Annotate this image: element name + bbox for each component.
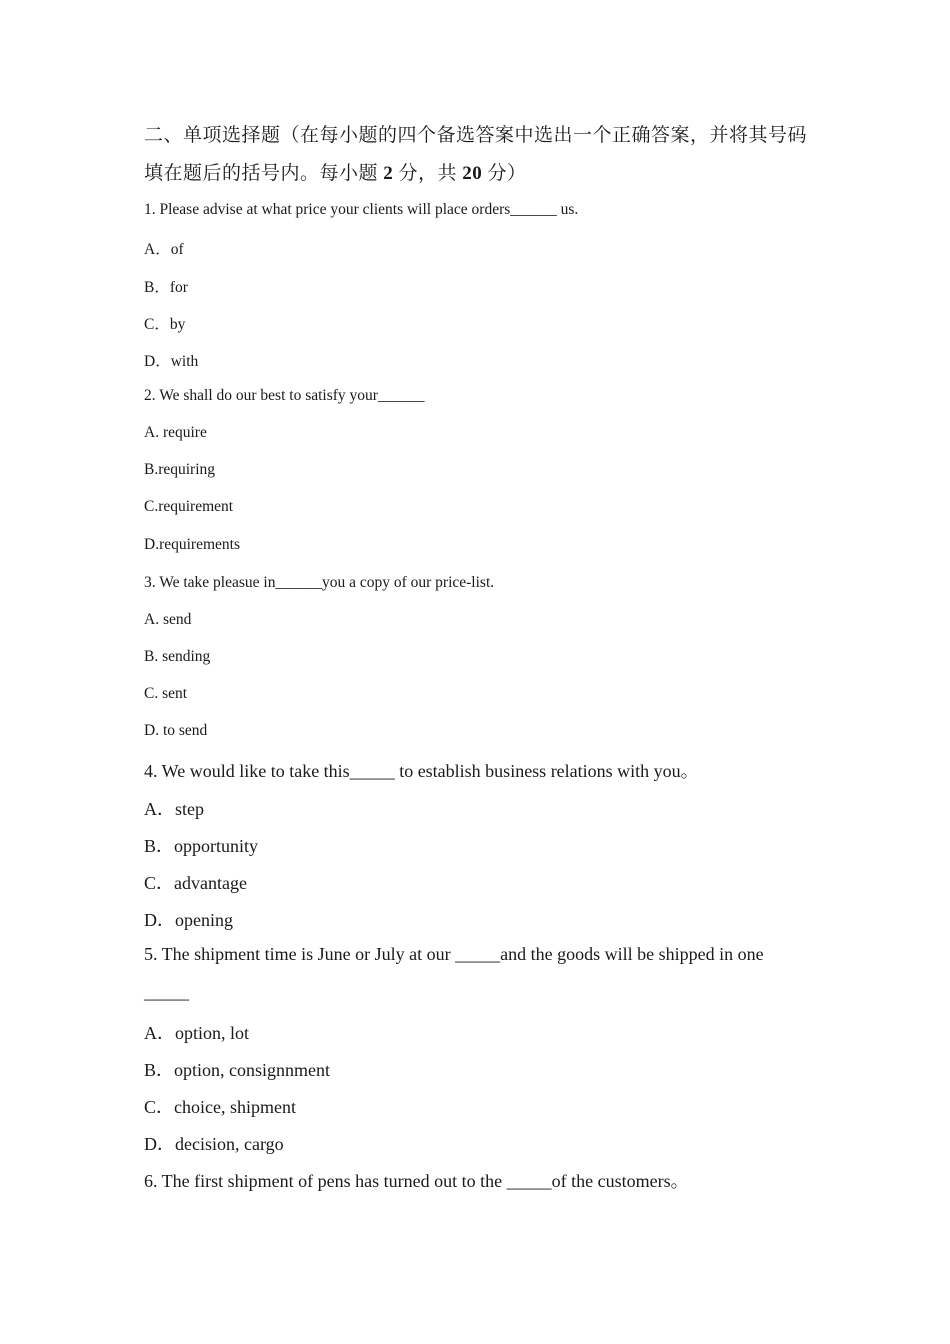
question-5-stem-continued: _____ (144, 982, 189, 1002)
heading-text: 填在题后的括号内。每小题 (144, 163, 379, 184)
section-heading-line-2 (144, 158, 527, 185)
question-2-option-d: D.requirements (144, 536, 240, 553)
section-heading-line-1: 二、单项选择题（在每小题的四个备选答案中选出一个正确答案，并将其号码 (144, 125, 808, 146)
question-4-option-d: D．opening (144, 910, 233, 930)
question-2-stem: 2. We shall do our best to satisfy your______ (144, 387, 425, 404)
question-5-option-d: D．decision, cargo (144, 1134, 284, 1154)
question-4-stem: 4. We would like to take this_____ to establish business relations with you。 (144, 761, 699, 781)
question-1-option-d: D．with (144, 353, 199, 370)
question-1-option-c: C．by (144, 316, 186, 333)
heading-points: 2 (383, 163, 394, 184)
question-5-option-a: A．option, lot (144, 1023, 250, 1043)
question-4-option-c: C．advantage (144, 873, 247, 893)
question-4-option-b: B．opportunity (144, 836, 259, 856)
question-1-option-a: A．of (144, 241, 184, 258)
question-1-option-b: B．for (144, 279, 188, 296)
question-3-option-a: A. send (144, 611, 192, 628)
question-2-option-c: C.requirement (144, 498, 234, 515)
question-2-option-b: B.requiring (144, 461, 216, 478)
question-5-option-c: C．choice, shipment (144, 1097, 296, 1117)
question-3-option-d: D. to send (144, 722, 208, 739)
question-5-stem: 5. The shipment time is June or July at our _____and the goods will be shipped in one (144, 944, 764, 964)
question-3-stem: 3. We take pleasue in______you a copy of our price-list. (144, 574, 495, 591)
question-2-option-a: A. require (144, 424, 207, 441)
question-1-stem: 1. Please advise at what price your clients will place orders______ us. (144, 201, 579, 218)
heading-text: 分） (487, 163, 527, 184)
question-3-option-c: C. sent (144, 685, 188, 702)
question-4-option-a: A．step (144, 799, 204, 819)
heading-total: 20 (462, 163, 483, 184)
heading-text: 分，共 (398, 163, 458, 184)
question-5-option-b: B．option, consignnment (144, 1060, 330, 1080)
question-3-option-b: B. sending (144, 648, 211, 665)
question-6-stem: 6. The first shipment of pens has turned out to the _____of the customers。 (144, 1171, 689, 1191)
